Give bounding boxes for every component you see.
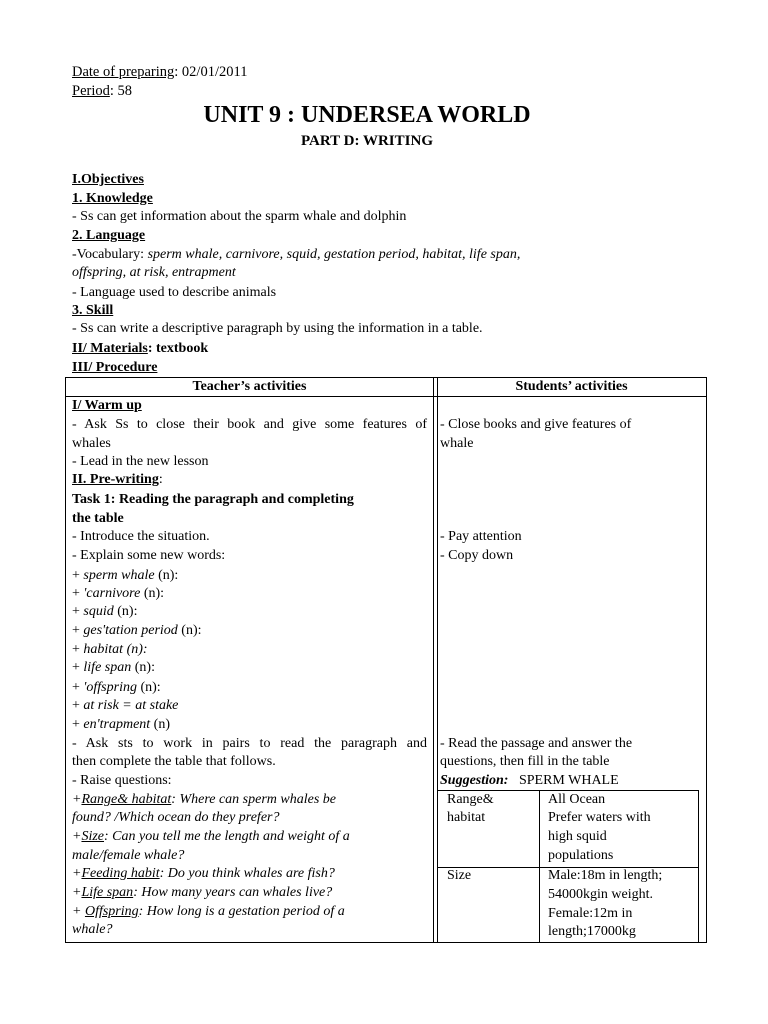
vocab-word: ges'tation period — [83, 623, 178, 638]
table-header-row — [66, 378, 706, 397]
range-label-2: habitat — [447, 810, 486, 825]
student-close-2: whale — [440, 436, 474, 451]
teacher-pairs-1: - Ask sts to work in pairs to read the paragraph and — [72, 736, 427, 751]
teacher-ask-close-1: - Ask Ss to close their book and give some features of — [72, 417, 427, 432]
question-size-2: male/female whale? — [72, 848, 185, 863]
language-text: - Language used to describe animals — [72, 285, 277, 300]
page-subtitle: PART D: WRITING — [301, 133, 433, 149]
warm-up-heading: I/ Warm up — [72, 398, 142, 413]
student-copy-down: - Copy down — [440, 548, 514, 563]
question-offspring-2: whale? — [72, 922, 113, 937]
range-value-3: high squid — [548, 829, 607, 844]
vocab-word: en'trapment — [83, 717, 151, 732]
vocab-item: + 'offspring (n): — [72, 680, 161, 695]
question-text: : Where can sperm whales be — [171, 792, 336, 807]
pos-tag: (n) — [150, 717, 170, 732]
size-value-3: Female:12m in — [548, 906, 633, 921]
range-label-1: Range& — [447, 792, 494, 807]
date-line — [72, 64, 247, 81]
question-offspring: + Offspring: How long is a gestation period of a — [72, 904, 345, 919]
column-divider — [433, 378, 434, 942]
teacher-column-header: Teacher’s activities — [192, 379, 307, 394]
question-text: : How long is a gestation period of a — [138, 904, 345, 919]
question-label: Size — [81, 829, 105, 844]
vocab-item: + at risk = at stake — [72, 698, 179, 713]
knowledge-heading: 1. Knowledge — [72, 191, 153, 206]
teacher-introduce: - Introduce the situation. — [72, 529, 210, 544]
skill-heading: 3. Skill — [72, 303, 114, 318]
question-text: : How many years can whales live? — [133, 885, 333, 900]
page-title: UNIT 9 : UNDERSEA WORLD — [203, 102, 531, 128]
vocab-item: + 'carnivore (n): — [72, 586, 165, 601]
vocab-word: 'offspring — [83, 680, 137, 695]
range-value-1: All Ocean — [548, 792, 606, 807]
objectives-heading: I.Objectives — [72, 172, 144, 187]
materials-value: : textbook — [147, 341, 209, 356]
vocab-item: + ges'tation period (n): — [72, 623, 202, 638]
teacher-lead-in: - Lead in the new lesson — [72, 454, 209, 469]
teacher-raise: - Raise questions: — [72, 773, 172, 788]
question-label: Feeding habit — [81, 866, 160, 881]
vocab-item: + habitat (n): — [72, 642, 148, 657]
pos-tag: (n): — [131, 660, 155, 675]
question-range-2: found? /Which ocean do they prefer? — [72, 810, 280, 825]
size-label: Size — [447, 868, 472, 883]
vocab-item: + life span (n): — [72, 660, 155, 675]
vocab-item: + squid (n): — [72, 604, 138, 619]
range-value-2: Prefer waters with — [548, 810, 651, 825]
question-size: +Size: Can you tell me the length and weight of a — [72, 829, 350, 844]
vocab-word: sperm whale — [83, 568, 155, 583]
question-label: Offspring — [84, 904, 139, 919]
vocabulary-line-1 — [72, 247, 520, 263]
range-value-4: populations — [548, 848, 614, 863]
student-read-2: questions, then fill in the table — [440, 754, 610, 769]
vocab-word: at risk = at stake — [83, 698, 179, 713]
teacher-explain: - Explain some new words: — [72, 548, 226, 563]
period-line — [72, 83, 132, 100]
vocab-word: 'carnivore — [83, 586, 141, 601]
skill-text: - Ss can write a descriptive paragraph by using the information in a table. — [72, 321, 483, 336]
suggestion-title: SPERM WHALE — [518, 773, 619, 788]
materials-line — [72, 341, 208, 357]
materials-label: II/ Materials — [72, 341, 148, 356]
prewriting-heading — [72, 472, 163, 488]
pos-tag: (n): — [113, 604, 138, 619]
language-heading: 2. Language — [72, 228, 146, 243]
student-suggestion — [440, 773, 619, 789]
vocab-prefix: -Vocabulary: — [72, 247, 148, 262]
question-text: : Do you think whales are fish? — [159, 866, 335, 881]
pos-tag: (n): — [154, 568, 179, 583]
question-range: +Range& habitat: Where can sperm whales be — [72, 792, 336, 807]
vocab-word: squid — [83, 604, 114, 619]
students-column-header: Students’ activities — [515, 379, 628, 394]
task1-line-1: Task 1: Reading the paragraph and completing — [72, 492, 354, 507]
suggestion-label: Suggestion: — [440, 773, 509, 788]
size-value-1: Male:18m in length; — [548, 868, 663, 883]
period-value: : 58 — [109, 83, 133, 99]
vocab-word: life span — [83, 660, 132, 675]
task1-line-2: the table — [72, 511, 124, 526]
pos-tag: (n): — [177, 623, 202, 638]
pos-tag: (n): — [140, 586, 165, 601]
vocab-item: + en'trapment (n) — [72, 717, 170, 732]
question-label: Life span — [81, 885, 134, 900]
prewriting-colon: : — [158, 472, 163, 487]
date-value: : 02/01/2011 — [174, 64, 248, 80]
student-close-1: - Close books and give features of — [440, 417, 632, 432]
question-feeding: +Feeding habit: Do you think whales are fish? — [72, 866, 335, 881]
student-read-1: - Read the passage and answer the — [440, 736, 633, 751]
size-value-4: length;17000kg — [548, 924, 636, 939]
student-pay-attention: - Pay attention — [440, 529, 522, 544]
vocab-item: + sperm whale (n): — [72, 568, 179, 583]
teacher-ask-close-2: whales — [72, 436, 111, 451]
date-label: Date of preparing — [72, 64, 175, 80]
period-label: Period — [72, 83, 110, 99]
prewriting-label: II. Pre-writing — [72, 472, 159, 487]
question-text: : Can you tell me the length and weight of a — [104, 829, 350, 844]
teacher-pairs-2: then complete the table that follows. — [72, 754, 276, 769]
vocab-list-1: sperm whale, carnivore, squid, gestation period, habitat, life span, — [147, 247, 521, 262]
procedure-heading: III/ Procedure — [72, 360, 158, 375]
pos-tag: (n): — [136, 680, 161, 695]
knowledge-text: - Ss can get information about the sparm whale and dolphin — [72, 209, 407, 224]
size-value-2: 54000kgin weight. — [548, 887, 653, 902]
question-lifespan: +Life span: How many years can whales live? — [72, 885, 333, 900]
vocabulary-line-2: offspring, at risk, entrapment — [72, 265, 236, 280]
vocab-word: habitat (n): — [83, 642, 148, 657]
question-label: Range& habitat — [81, 792, 172, 807]
